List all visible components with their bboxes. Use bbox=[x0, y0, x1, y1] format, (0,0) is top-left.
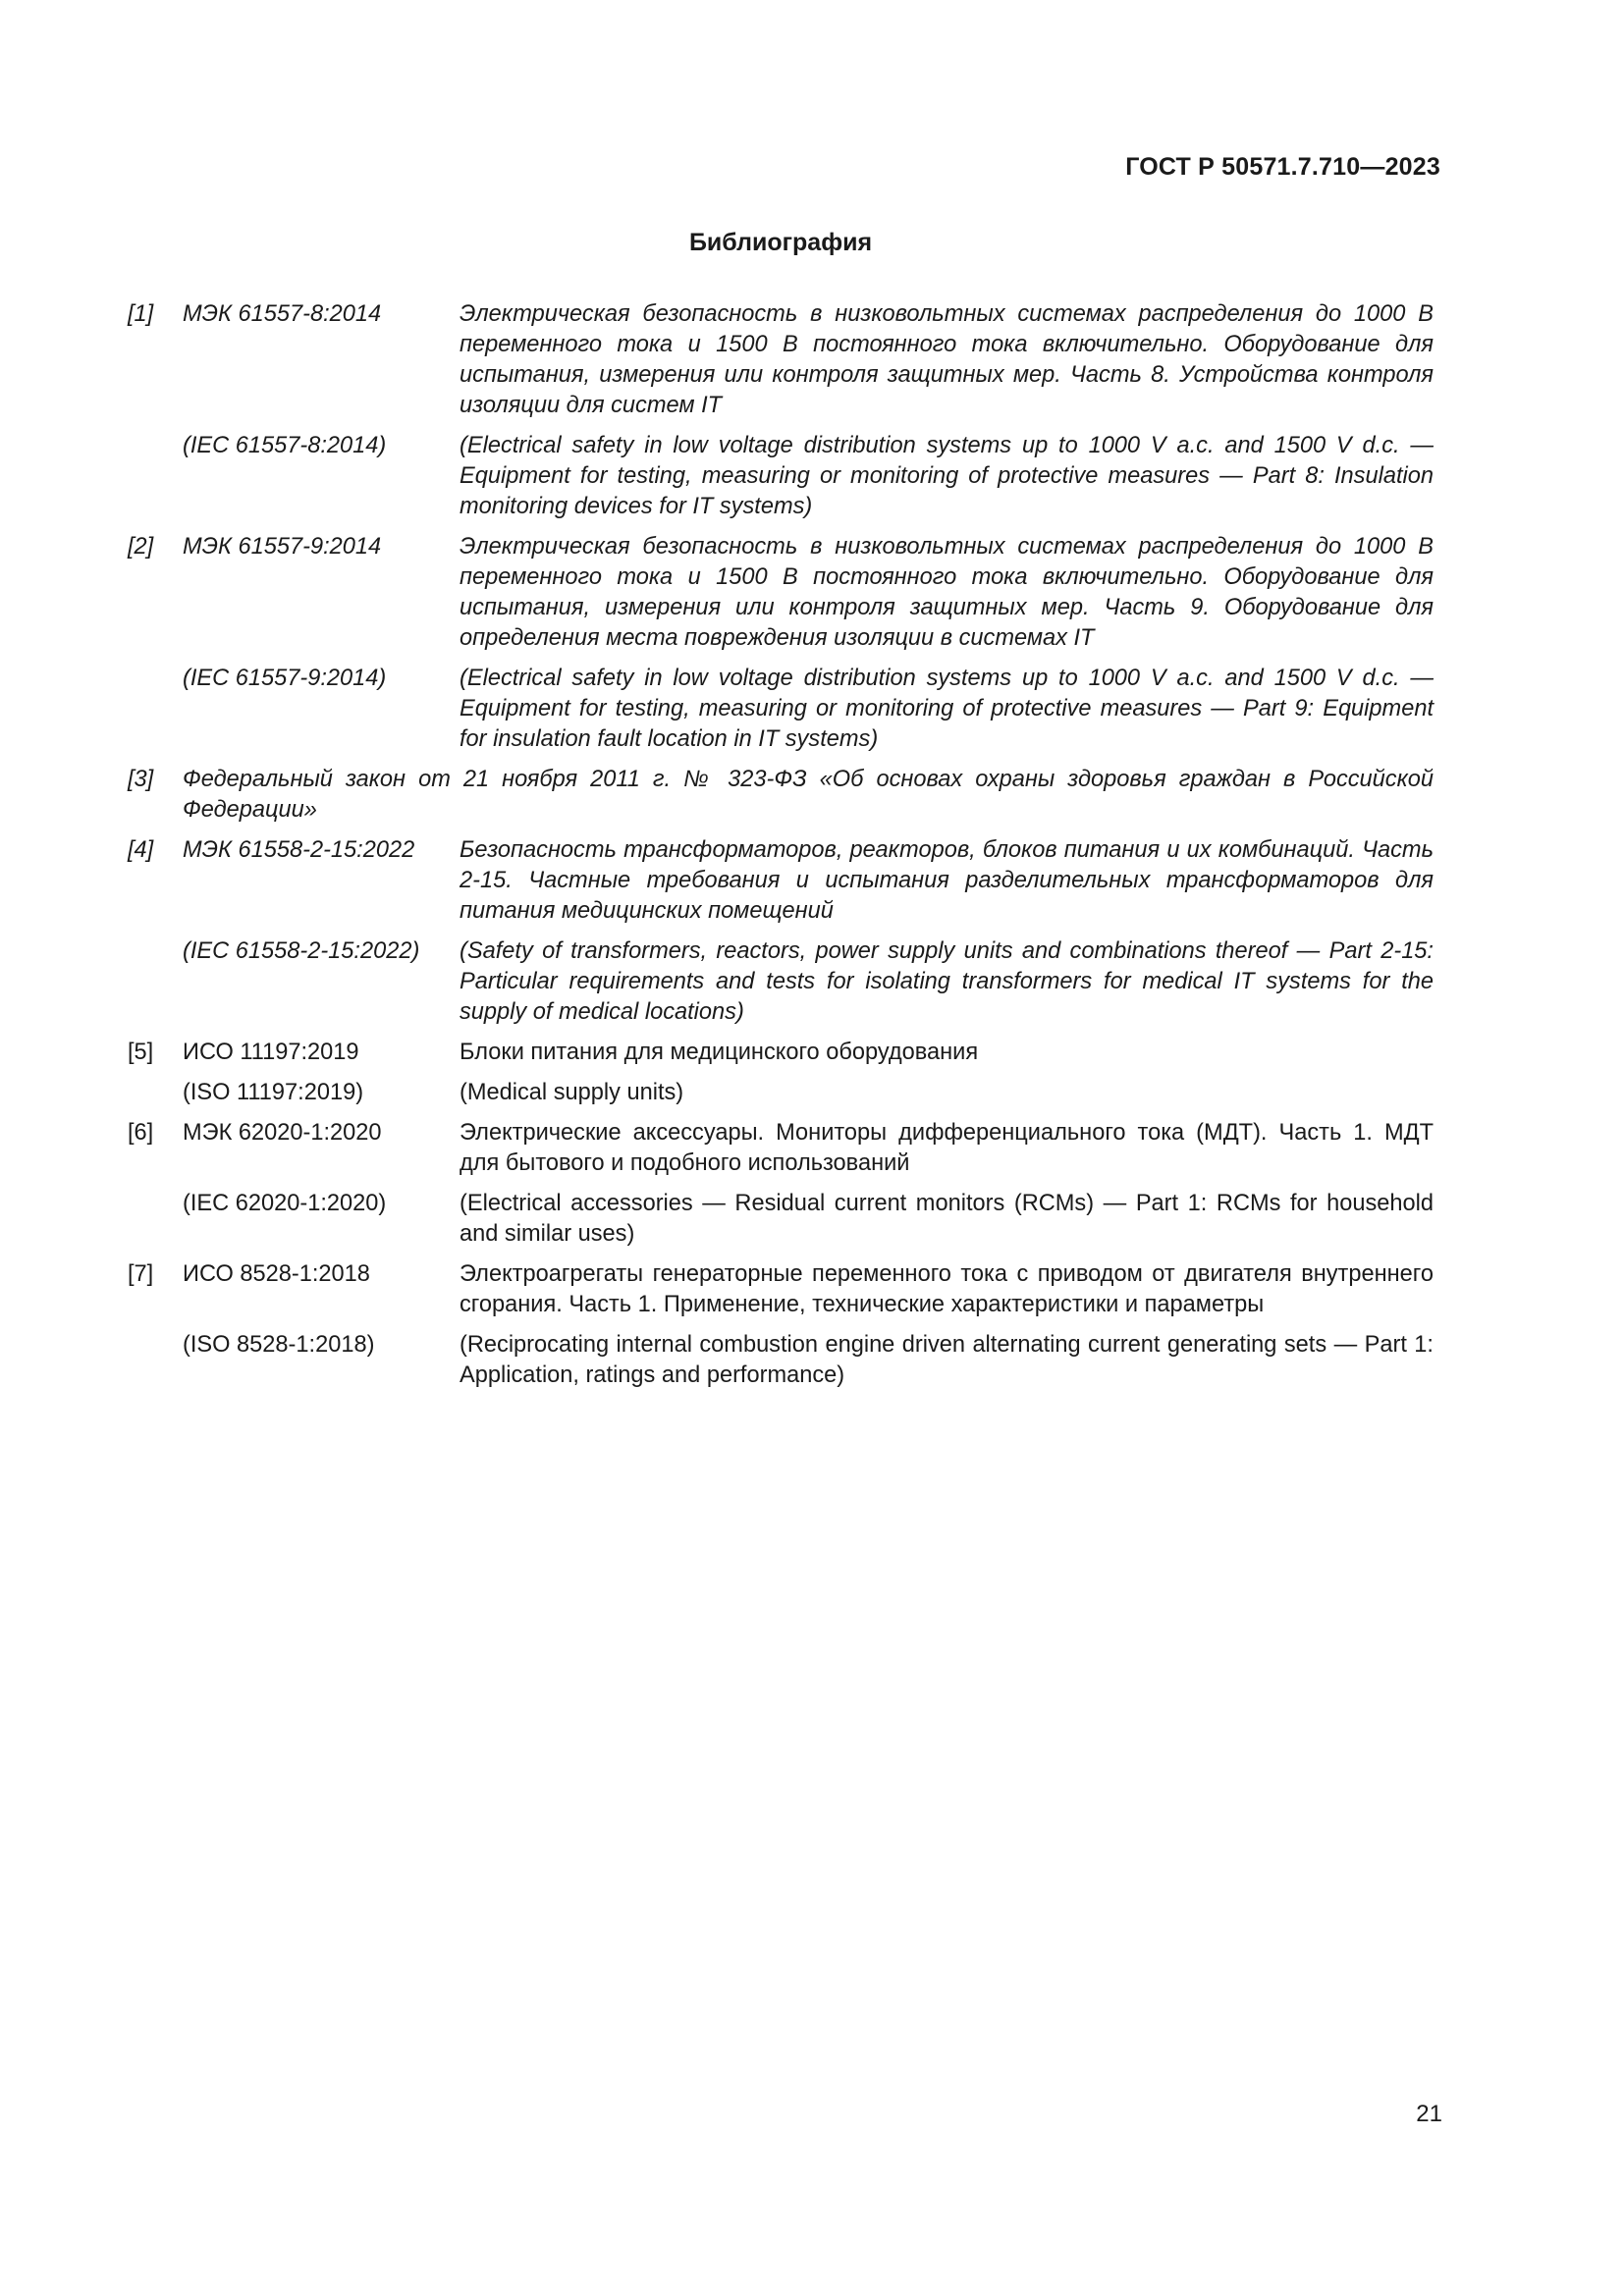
entry-standard-code: (IEC 62020-1:2020) bbox=[183, 1191, 387, 1216]
bibliography-entry bbox=[128, 765, 1434, 826]
bibliography-entry bbox=[128, 1118, 1434, 1179]
entry-number bbox=[128, 1330, 183, 1391]
page-number: 21 bbox=[1416, 2101, 1442, 2127]
entry-standard-code: (ISO 8528-1:2018) bbox=[183, 1332, 375, 1358]
entry-number: [3] bbox=[128, 767, 154, 792]
entry-number bbox=[128, 936, 183, 1028]
entry-description: (Electrical safety in low voltage distribution systems up to 1000 V a.c. and 1500 V d.c. — Equipment for testing, measuring or monitoring of protective measures — Part 9: Equipment for insulation fault location in IT systems) bbox=[460, 666, 1434, 752]
entry-number: [5] bbox=[128, 1040, 154, 1065]
entry-number: [7] bbox=[128, 1261, 154, 1287]
entry-description: (Reciprocating internal combustion engine driven alternating current generating sets — Part 1: Application, ratings and performance) bbox=[460, 1332, 1434, 1388]
bibliography-list bbox=[128, 299, 1434, 1401]
document-header: ГОСТ Р 50571.7.710—2023 bbox=[1125, 153, 1440, 181]
entry-number: [1] bbox=[128, 301, 154, 327]
entry-standard-code: МЭК 62020-1:2020 bbox=[183, 1120, 382, 1146]
entry-number bbox=[128, 664, 183, 755]
entry-standard-code: МЭК 61557-9:2014 bbox=[183, 534, 382, 560]
entry-number: [6] bbox=[128, 1120, 154, 1146]
bibliography-entry bbox=[128, 1038, 1434, 1068]
entry-description: (Safety of transformers, reactors, power supply units and combinations thereof — Part 2-15: Particular requirements and tests for isolating transformers for medical IT systems for the supply of medical locations) bbox=[460, 938, 1434, 1025]
bibliography-entry bbox=[128, 1330, 1434, 1391]
entry-description: Электрическая безопасность в низковольтных системах распределения до 1000 В переменного тока и 1500 В постоянного тока включительно. Оборудование для испытания, измерения или контроля защитных мер. Часть 8. Устройства контроля изоляции для систем IT bbox=[460, 301, 1434, 418]
bibliography-entry bbox=[128, 431, 1434, 522]
bibliography-entry bbox=[128, 664, 1434, 755]
entry-description: Электроагрегаты генераторные переменного тока с приводом от двигателя внутреннего сгорания. Часть 1. Применение, технические характеристики и параметры bbox=[460, 1261, 1434, 1317]
entry-number: [2] bbox=[128, 534, 154, 560]
entry-description: Безопасность трансформаторов, реакторов, блоков питания и их комбинаций. Часть 2-15. Частные требования и испытания разделительных трансформаторов для питания медицинских помещений bbox=[460, 837, 1434, 924]
page-title: Библиография bbox=[688, 229, 873, 256]
entry-description: Электрическая безопасность в низковольтных системах распределения до 1000 В переменного тока и 1500 В постоянного тока включительно. Оборудование для испытания, измерения или контроля защитных мер. Часть 9. Оборудование для определения места повреждения изоляции в системах IT bbox=[460, 534, 1434, 651]
entry-description: (Electrical accessories — Residual current monitors (RCMs) — Part 1: RCMs for household and similar uses) bbox=[460, 1191, 1434, 1247]
entry-standard-code: МЭК 61557-8:2014 bbox=[183, 301, 382, 327]
entry-number bbox=[128, 1189, 183, 1250]
entry-standard-code: ИСО 11197:2019 bbox=[183, 1040, 359, 1065]
bibliography-entry bbox=[128, 299, 1434, 421]
entry-standard-code: (ISO 11197:2019) bbox=[183, 1080, 364, 1105]
bibliography-entry bbox=[128, 1259, 1434, 1320]
entry-description: Блоки питания для медицинского оборудования bbox=[460, 1040, 979, 1065]
entry-standard-code: МЭК 61558-2-15:2022 bbox=[183, 837, 415, 863]
bibliography-entry bbox=[128, 1189, 1434, 1250]
entry-number: [4] bbox=[128, 837, 154, 863]
entry-standard-code: (IEC 61557-8:2014) bbox=[183, 433, 387, 458]
entry-standard-code: ИСО 8528-1:2018 bbox=[183, 1261, 370, 1287]
bibliography-entry bbox=[128, 1078, 1434, 1108]
bibliography-entry bbox=[128, 835, 1434, 927]
entry-number bbox=[128, 431, 183, 522]
entry-description: (Electrical safety in low voltage distribution systems up to 1000 V a.c. and 1500 V d.c. — Equipment for testing, measuring or monitoring of protective measures — Part 8: Insulation monitoring devices for IT systems) bbox=[460, 433, 1434, 519]
entry-number bbox=[128, 1078, 183, 1108]
bibliography-entry bbox=[128, 936, 1434, 1028]
entry-standard-code: (IEC 61557-9:2014) bbox=[183, 666, 387, 691]
entry-description: Федеральный закон от 21 ноября 2011 г. № 323-ФЗ «Об основах охраны здоровья граждан в Российской Федерации» bbox=[183, 767, 1434, 823]
bibliography-entry bbox=[128, 532, 1434, 654]
entry-description: Электрические аксессуары. Мониторы дифференциального тока (МДТ). Часть 1. МДТ для бытового и подобного использований bbox=[460, 1120, 1434, 1176]
entry-standard-code: (IEC 61558-2-15:2022) bbox=[183, 938, 420, 964]
entry-description: (Medical supply units) bbox=[460, 1080, 684, 1105]
